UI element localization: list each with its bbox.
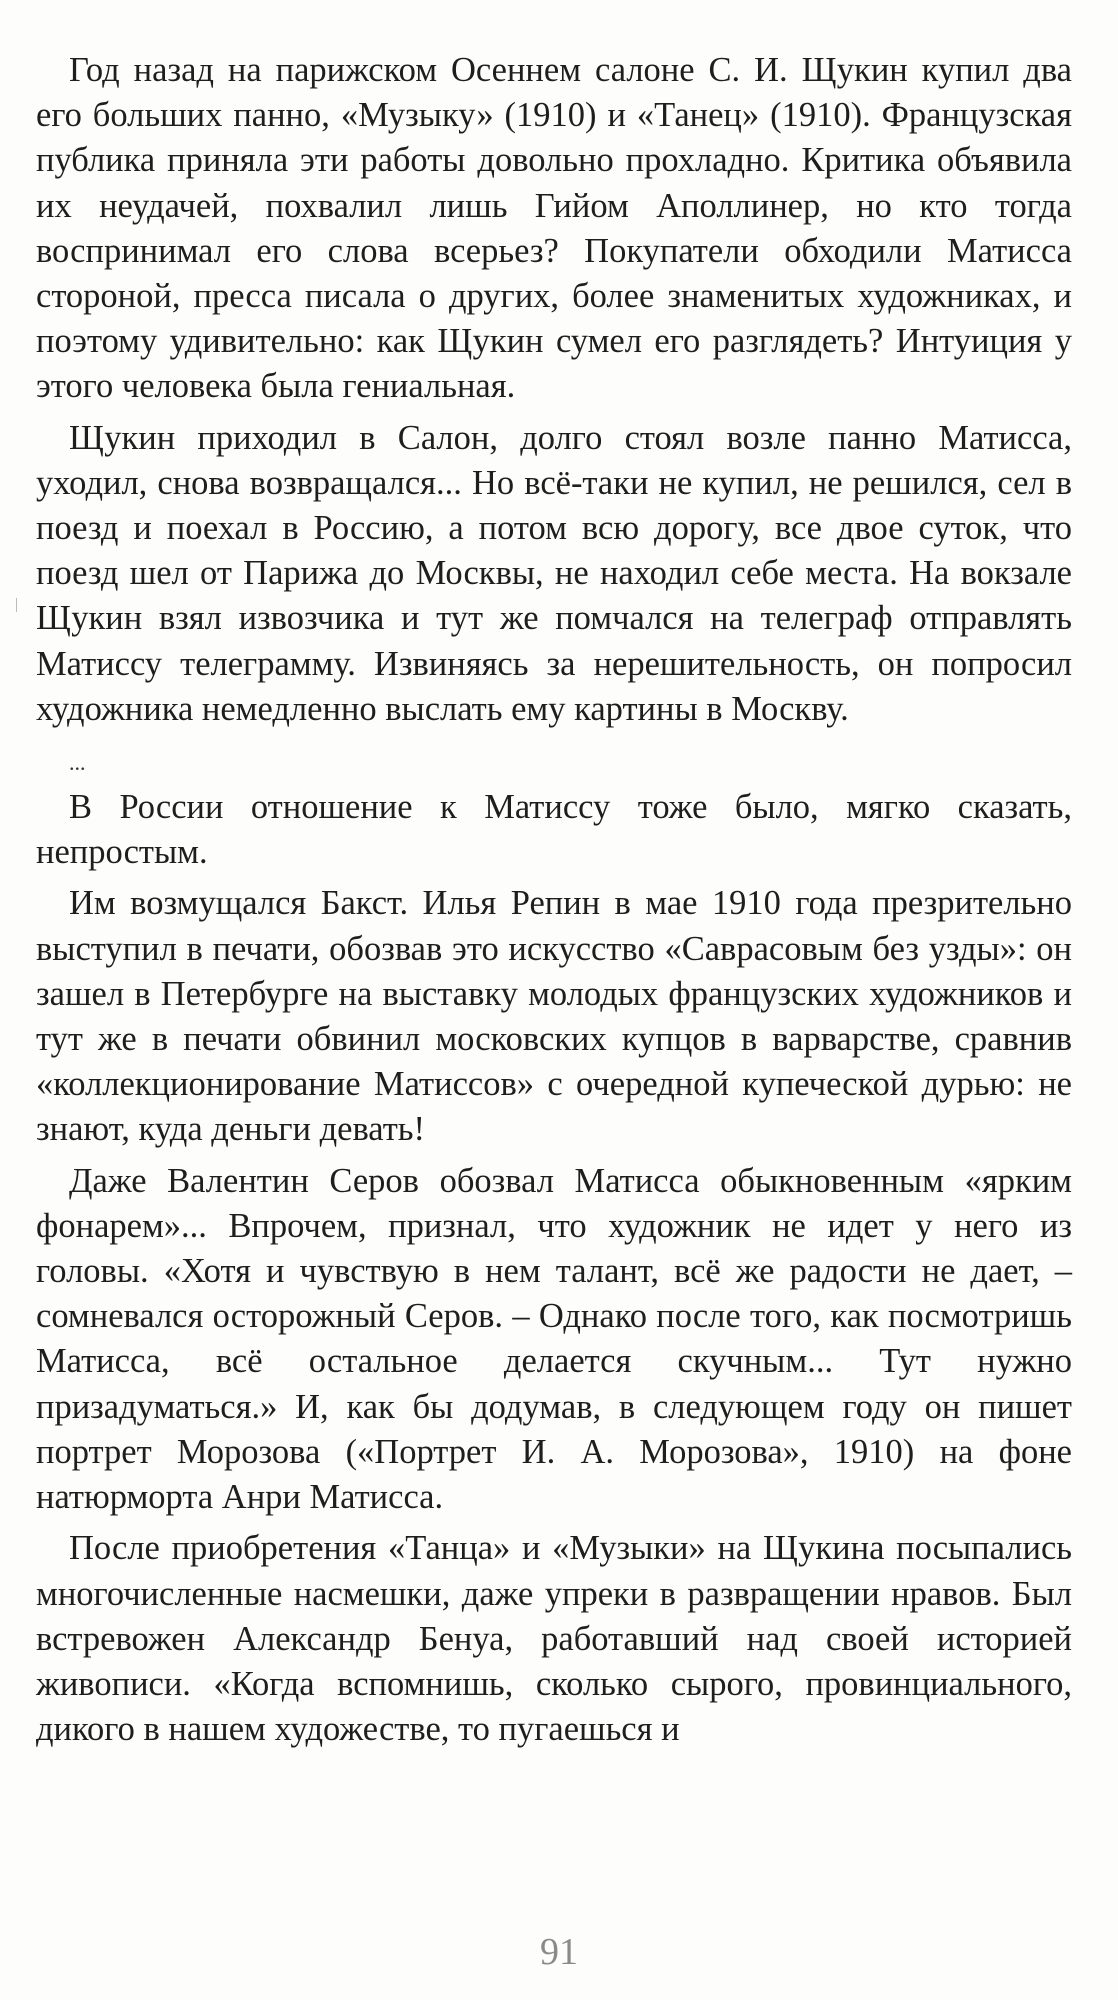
page-number: 91 (540, 1931, 578, 1973)
paragraph-4: Им возмущался Бакст. Илья Репин в мае 1910 года презрительно выступил в печати, обозвав это искусство «Саврасовым без узды»: он зашел в Петербурге на выставку молодых французских художников и тут же в печати обвинил московских купцов в варварстве, сравнив «коллекционирование Матиссов» с очередной купеческой дурью: не знают, куда деньги девать! (36, 884, 1072, 1149)
paragraph-6: После приобретения «Танца» и «Музыки» на Щукина посыпались многочисленные насмешки, даже упреки в развращении нравов. Был встревожен Александр Бенуа, работавший над своей историей живописи. «Когда вспомнишь, сколько сырого, провинциального, дикого в нашем художестве, то пугаешься и (36, 1529, 1072, 1749)
paragraph-3: В России отношение к Матиссу тоже было, мягко сказать, непростым. (36, 788, 1072, 872)
paragraph-1: Год назад на парижском Осеннем салоне С. И. Щукин купил два его больших панно, «Музыку» (1910) и «Танец» (1910). Французская публика приняла эти работы довольно прохладно. Критика объявила их неудачей, похвалил лишь Гийом Аполлинер, но кто тогда воспринимал его слова всерьез? Покупатели обходили Матисса стороной, пресса писала о других, более знаменитых художниках, и поэтому удивительно: как Щукин сумел его разглядеть? Интуиция у этого человека была гениальная. (36, 51, 1072, 406)
margin-mark (16, 598, 17, 612)
paragraph-5: Даже Валентин Серов обозвал Матисса обыкновенным «ярким фонарем»... Впрочем, признал, что художник не идет у него из головы. «Хотя и чувствую в нем талант, всё же радости не дает, – сомневался осторожный Серов. – Однако после того, как посмотришь Матисса, всё остальное делается скучным... Тут нужно призадуматься.» И, как бы додумав, в следующем году он пишет портрет Морозова («Портрет И. А. Морозова», 1910) на фоне натюрморта Анри Матисса. (36, 1161, 1072, 1517)
body-text (36, 48, 1072, 1758)
paragraph-2: Щукин приходил в Салон, долго стоял возле панно Матисса, уходил, снова возвращался... Но всё-таки не купил, не решился, сел в поезд и поехал в Россию, а потом всю дорогу, все двое суток, что поезд шел от Парижа до Москвы, не находил себе места. На вокзале Щукин взял извозчика и тут же помчался на телеграф отправлять Матиссу телеграмму. Извиняясь за нерешительность, он попросил художника немедленно выслать ему картины в Москву. (36, 418, 1072, 728)
section-break-ellipsis: ... (69, 750, 86, 776)
